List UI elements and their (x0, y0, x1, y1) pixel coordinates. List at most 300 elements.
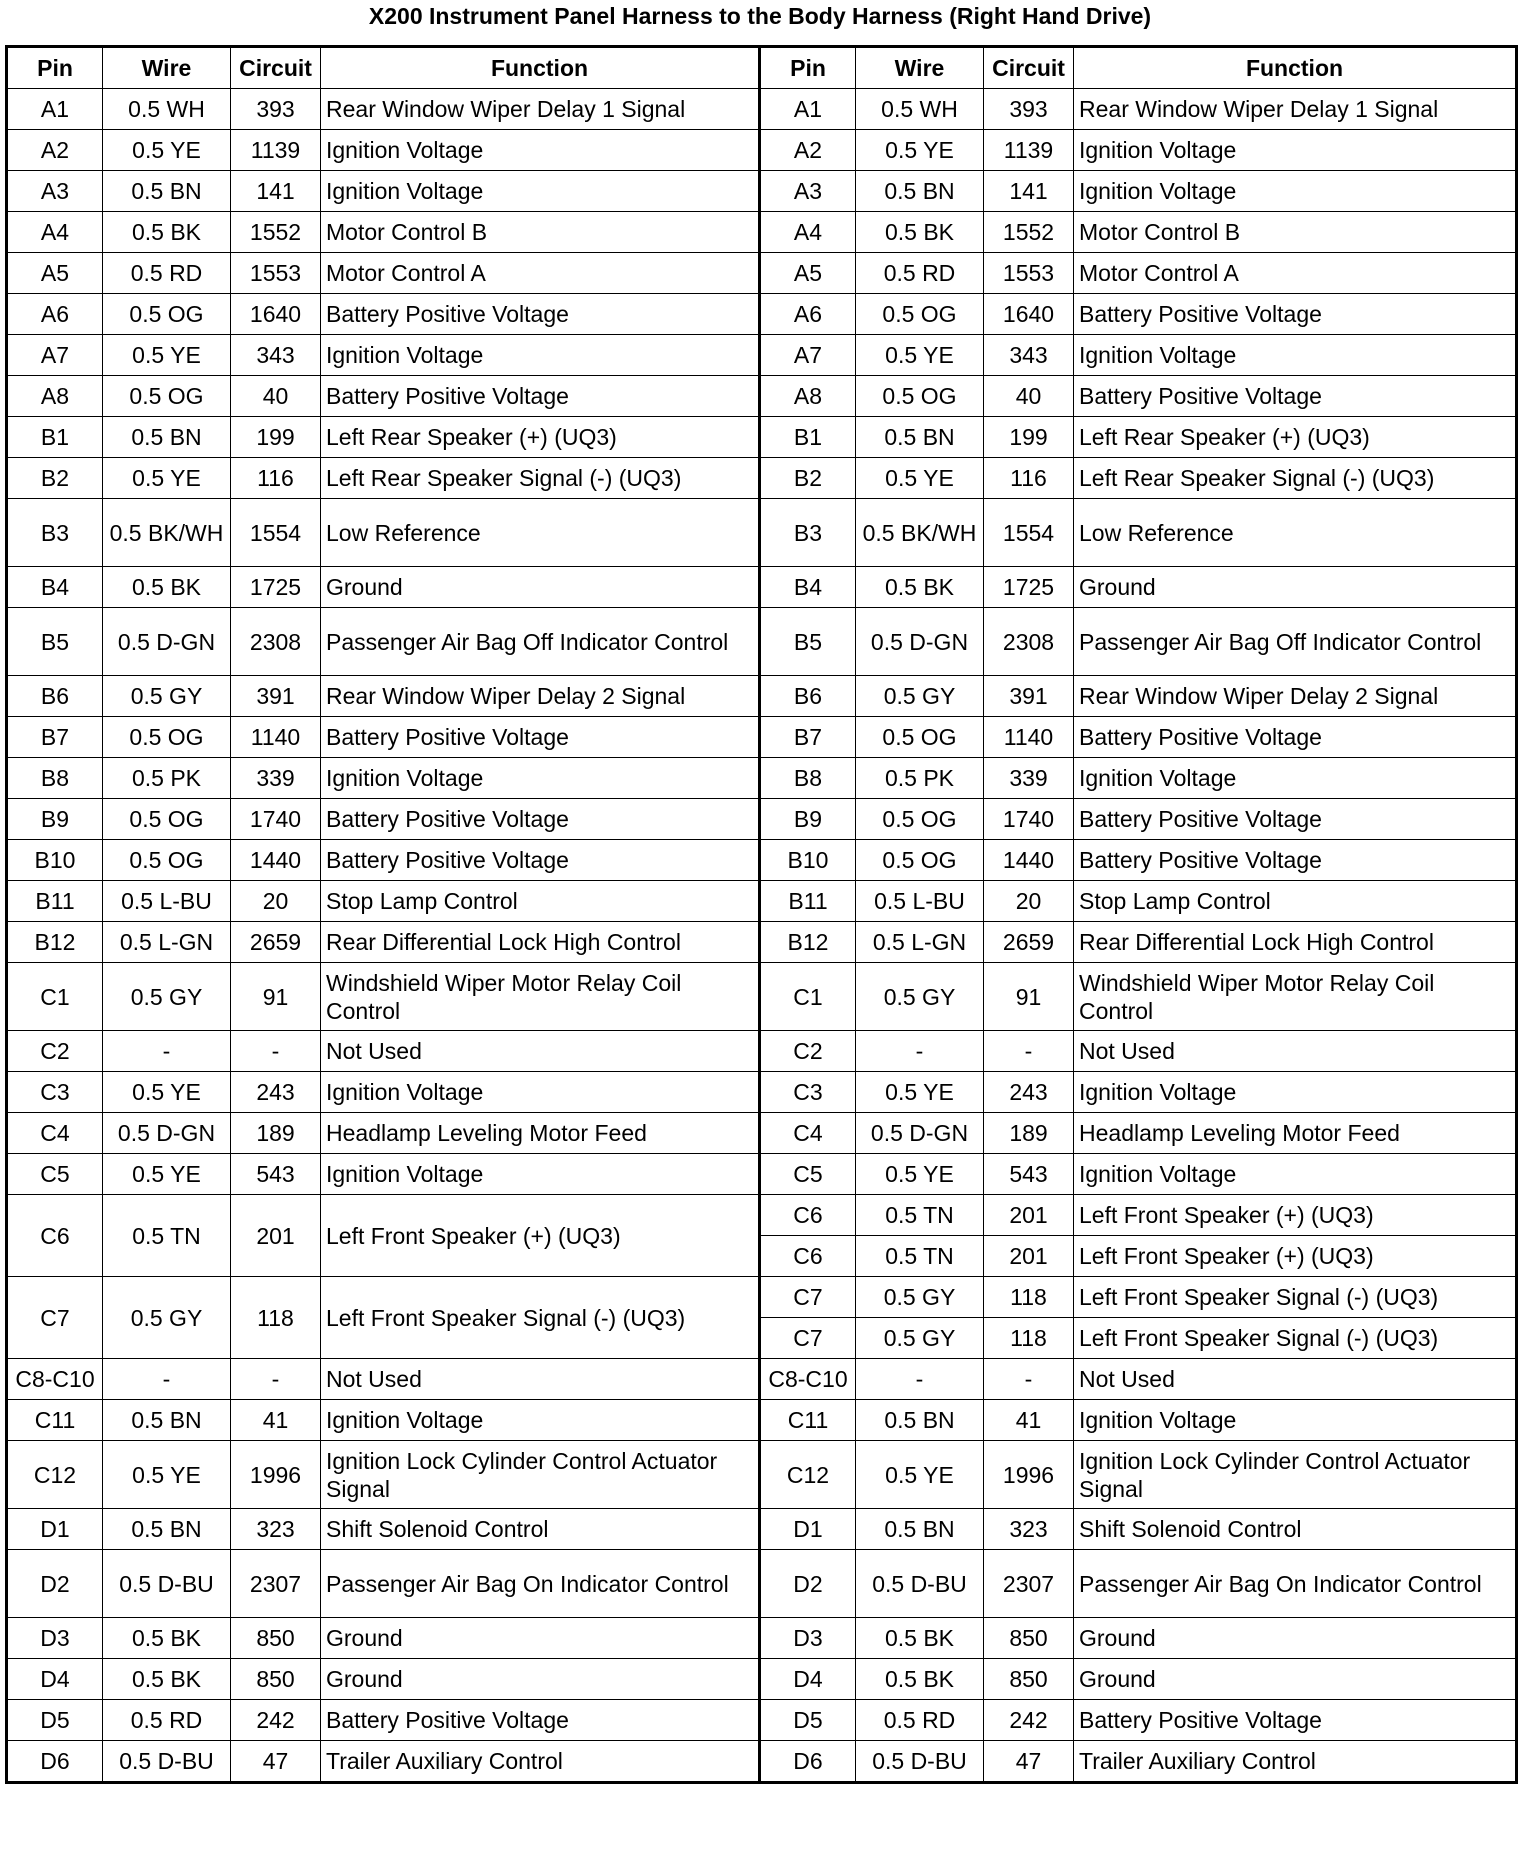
right-circuit-cell: 1139 (984, 130, 1074, 171)
right-function-cell: Rear Differential Lock High Control (1074, 922, 1517, 963)
table-row (7, 376, 1517, 417)
table-row (7, 1113, 1517, 1154)
left-pin-cell: B6 (7, 676, 103, 717)
left-function-cell: Motor Control A (321, 253, 760, 294)
right-function-cell: Rear Window Wiper Delay 2 Signal (1074, 676, 1517, 717)
left-function-cell: Battery Positive Voltage (321, 294, 760, 335)
left-circuit-cell: 1996 (231, 1441, 321, 1509)
right-function-cell: Motor Control A (1074, 253, 1517, 294)
left-circuit-cell: 1552 (231, 212, 321, 253)
right-function-cell: Left Front Speaker Signal (-) (UQ3) (1074, 1277, 1517, 1318)
left-function-cell: Battery Positive Voltage (321, 799, 760, 840)
right-pin-cell: D2 (760, 1550, 856, 1618)
table-row (7, 1700, 1517, 1741)
left-function-cell: Ignition Lock Cylinder Control Actuator Signal (321, 1441, 760, 1509)
left-circuit-cell: 118 (231, 1277, 321, 1359)
left-circuit-cell: - (231, 1359, 321, 1400)
right-pin-cell: C7 (760, 1318, 856, 1359)
right-circuit-cell: 141 (984, 171, 1074, 212)
right-circuit-cell: 2308 (984, 608, 1074, 676)
right-wire-cell: 0.5 BK (856, 1659, 984, 1700)
left-function-cell: Not Used (321, 1359, 760, 1400)
right-pin-cell: B6 (760, 676, 856, 717)
right-circuit-cell: - (984, 1031, 1074, 1072)
right-function-cell: Ignition Voltage (1074, 130, 1517, 171)
left-function-cell: Ignition Voltage (321, 1072, 760, 1113)
right-wire-cell: 0.5 OG (856, 840, 984, 881)
left-wire-cell: 0.5 D-BU (103, 1741, 231, 1783)
right-function-cell: Battery Positive Voltage (1074, 376, 1517, 417)
left-wire-cell: 0.5 WH (103, 89, 231, 130)
right-circuit-cell: 41 (984, 1400, 1074, 1441)
right-circuit-cell: 1740 (984, 799, 1074, 840)
table-row (7, 1072, 1517, 1113)
right-function-cell: Not Used (1074, 1359, 1517, 1400)
left-wire-cell: 0.5 OG (103, 840, 231, 881)
header-wire: Wire (103, 47, 231, 89)
right-wire-cell: - (856, 1359, 984, 1400)
table-row (7, 1154, 1517, 1195)
left-circuit-cell: 339 (231, 758, 321, 799)
right-function-cell: Left Front Speaker (+) (UQ3) (1074, 1236, 1517, 1277)
left-circuit-cell: 1440 (231, 840, 321, 881)
left-pin-cell: C5 (7, 1154, 103, 1195)
left-pin-cell: B12 (7, 922, 103, 963)
right-pin-cell: D3 (760, 1618, 856, 1659)
left-circuit-cell: 323 (231, 1509, 321, 1550)
right-pin-cell: B8 (760, 758, 856, 799)
right-wire-cell: 0.5 WH (856, 89, 984, 130)
right-circuit-cell: 118 (984, 1318, 1074, 1359)
left-circuit-cell: 242 (231, 1700, 321, 1741)
right-pin-cell: C7 (760, 1277, 856, 1318)
left-pin-cell: C11 (7, 1400, 103, 1441)
right-wire-cell: 0.5 BN (856, 1400, 984, 1441)
left-circuit-cell: 1553 (231, 253, 321, 294)
left-circuit-cell: 2307 (231, 1550, 321, 1618)
right-function-cell: Low Reference (1074, 499, 1517, 567)
right-wire-cell: 0.5 BK (856, 212, 984, 253)
left-function-cell: Passenger Air Bag On Indicator Control (321, 1550, 760, 1618)
right-wire-cell: 0.5 BN (856, 417, 984, 458)
left-pin-cell: A7 (7, 335, 103, 376)
right-circuit-cell: 1554 (984, 499, 1074, 567)
left-wire-cell: 0.5 BN (103, 417, 231, 458)
left-wire-cell: 0.5 BK (103, 567, 231, 608)
right-circuit-cell: 116 (984, 458, 1074, 499)
table-row (7, 89, 1517, 130)
left-pin-cell: A6 (7, 294, 103, 335)
left-function-cell: Ignition Voltage (321, 758, 760, 799)
right-wire-cell: 0.5 D-GN (856, 608, 984, 676)
right-circuit-cell: 339 (984, 758, 1074, 799)
right-function-cell: Passenger Air Bag On Indicator Control (1074, 1550, 1517, 1618)
left-function-cell: Ground (321, 1659, 760, 1700)
right-pin-cell: A3 (760, 171, 856, 212)
right-wire-cell: 0.5 YE (856, 1154, 984, 1195)
table-row (7, 799, 1517, 840)
left-wire-cell: 0.5 RD (103, 1700, 231, 1741)
page-title: X200 Instrument Panel Harness to the Body Harness (Right Hand Drive) (368, 3, 1152, 29)
left-circuit-cell: 1725 (231, 567, 321, 608)
right-circuit-cell: 1996 (984, 1441, 1074, 1509)
right-circuit-cell: 118 (984, 1277, 1074, 1318)
table-row (7, 676, 1517, 717)
right-function-cell: Ignition Voltage (1074, 1154, 1517, 1195)
table-row (7, 1359, 1517, 1400)
table-row (7, 1400, 1517, 1441)
left-function-cell: Battery Positive Voltage (321, 376, 760, 417)
left-pin-cell: A2 (7, 130, 103, 171)
right-circuit-cell: 242 (984, 1700, 1074, 1741)
right-function-cell: Stop Lamp Control (1074, 881, 1517, 922)
right-circuit-cell: 1640 (984, 294, 1074, 335)
left-pin-cell: C4 (7, 1113, 103, 1154)
left-wire-cell: 0.5 BK/WH (103, 499, 231, 567)
left-circuit-cell: 1640 (231, 294, 321, 335)
table-row (7, 212, 1517, 253)
left-wire-cell: 0.5 OG (103, 717, 231, 758)
left-function-cell: Rear Window Wiper Delay 2 Signal (321, 676, 760, 717)
right-pin-cell: A7 (760, 335, 856, 376)
left-pin-cell: B1 (7, 417, 103, 458)
table-row (7, 1031, 1517, 1072)
header-row (7, 47, 1517, 89)
left-wire-cell: 0.5 GY (103, 963, 231, 1031)
right-wire-cell: 0.5 OG (856, 799, 984, 840)
table-row (7, 253, 1517, 294)
right-function-cell: Ignition Voltage (1074, 335, 1517, 376)
right-pin-cell: B3 (760, 499, 856, 567)
left-function-cell: Battery Positive Voltage (321, 1700, 760, 1741)
right-function-cell: Battery Positive Voltage (1074, 799, 1517, 840)
right-wire-cell: 0.5 GY (856, 1277, 984, 1318)
left-function-cell: Left Front Speaker (+) (UQ3) (321, 1195, 760, 1277)
left-function-cell: Left Rear Speaker Signal (-) (UQ3) (321, 458, 760, 499)
left-circuit-cell: 47 (231, 1741, 321, 1783)
right-wire-cell: 0.5 RD (856, 253, 984, 294)
left-circuit-cell: 543 (231, 1154, 321, 1195)
right-pin-cell: A6 (760, 294, 856, 335)
left-wire-cell: 0.5 YE (103, 458, 231, 499)
left-wire-cell: 0.5 BN (103, 1400, 231, 1441)
table-row (7, 417, 1517, 458)
right-wire-cell: 0.5 OG (856, 717, 984, 758)
right-wire-cell: 0.5 RD (856, 1700, 984, 1741)
table-row (7, 758, 1517, 799)
table-row (7, 840, 1517, 881)
left-pin-cell: D1 (7, 1509, 103, 1550)
left-pin-cell: C3 (7, 1072, 103, 1113)
right-function-cell: Ignition Voltage (1074, 1072, 1517, 1113)
right-wire-cell: 0.5 TN (856, 1236, 984, 1277)
left-function-cell: Left Front Speaker Signal (-) (UQ3) (321, 1277, 760, 1359)
left-circuit-cell: 850 (231, 1659, 321, 1700)
right-pin-cell: D1 (760, 1509, 856, 1550)
right-function-cell: Ground (1074, 567, 1517, 608)
right-wire-cell: 0.5 BK/WH (856, 499, 984, 567)
left-pin-cell: C7 (7, 1277, 103, 1359)
left-function-cell: Left Rear Speaker (+) (UQ3) (321, 417, 760, 458)
left-wire-cell: 0.5 GY (103, 676, 231, 717)
left-function-cell: Shift Solenoid Control (321, 1509, 760, 1550)
right-wire-cell: 0.5 GY (856, 1318, 984, 1359)
left-pin-cell: B7 (7, 717, 103, 758)
left-circuit-cell: - (231, 1031, 321, 1072)
right-circuit-cell: 189 (984, 1113, 1074, 1154)
table-row (7, 1277, 1517, 1318)
left-pin-cell: B5 (7, 608, 103, 676)
left-pin-cell: B9 (7, 799, 103, 840)
left-circuit-cell: 20 (231, 881, 321, 922)
left-wire-cell: 0.5 OG (103, 294, 231, 335)
right-circuit-cell: - (984, 1359, 1074, 1400)
right-function-cell: Trailer Auxiliary Control (1074, 1741, 1517, 1783)
right-function-cell: Passenger Air Bag Off Indicator Control (1074, 608, 1517, 676)
left-function-cell: Passenger Air Bag Off Indicator Control (321, 608, 760, 676)
left-pin-cell: D4 (7, 1659, 103, 1700)
table-row (7, 130, 1517, 171)
right-circuit-cell: 243 (984, 1072, 1074, 1113)
right-function-cell: Battery Positive Voltage (1074, 294, 1517, 335)
left-wire-cell: 0.5 OG (103, 376, 231, 417)
left-function-cell: Headlamp Leveling Motor Feed (321, 1113, 760, 1154)
right-pin-cell: B5 (760, 608, 856, 676)
left-wire-cell: 0.5 TN (103, 1195, 231, 1277)
left-wire-cell: 0.5 L-GN (103, 922, 231, 963)
right-circuit-cell: 20 (984, 881, 1074, 922)
left-pin-cell: D6 (7, 1741, 103, 1783)
left-function-cell: Not Used (321, 1031, 760, 1072)
right-wire-cell: 0.5 YE (856, 1072, 984, 1113)
right-pin-cell: C5 (760, 1154, 856, 1195)
left-wire-cell: 0.5 YE (103, 335, 231, 376)
right-pin-cell: B12 (760, 922, 856, 963)
left-circuit-cell: 1554 (231, 499, 321, 567)
right-pin-cell: C2 (760, 1031, 856, 1072)
left-circuit-cell: 41 (231, 1400, 321, 1441)
table-row (7, 963, 1517, 1031)
table-row (7, 922, 1517, 963)
left-pin-cell: C6 (7, 1195, 103, 1277)
left-circuit-cell: 189 (231, 1113, 321, 1154)
right-function-cell: Ignition Voltage (1074, 171, 1517, 212)
right-pin-cell: D6 (760, 1741, 856, 1783)
left-circuit-cell: 1140 (231, 717, 321, 758)
left-circuit-cell: 199 (231, 417, 321, 458)
left-function-cell: Ignition Voltage (321, 1400, 760, 1441)
header-pin: Pin (7, 47, 103, 89)
left-function-cell: Ignition Voltage (321, 171, 760, 212)
right-circuit-cell: 47 (984, 1741, 1074, 1783)
table-row (7, 499, 1517, 567)
right-circuit-cell: 1553 (984, 253, 1074, 294)
left-function-cell: Motor Control B (321, 212, 760, 253)
left-wire-cell: - (103, 1031, 231, 1072)
left-function-cell: Ground (321, 1618, 760, 1659)
right-pin-cell: B7 (760, 717, 856, 758)
right-wire-cell: 0.5 OG (856, 294, 984, 335)
right-wire-cell: 0.5 BN (856, 1509, 984, 1550)
right-wire-cell: 0.5 L-GN (856, 922, 984, 963)
right-circuit-cell: 543 (984, 1154, 1074, 1195)
left-wire-cell: 0.5 OG (103, 799, 231, 840)
header-function: Function (1074, 47, 1517, 89)
left-circuit-cell: 141 (231, 171, 321, 212)
right-wire-cell: 0.5 YE (856, 458, 984, 499)
right-function-cell: Motor Control B (1074, 212, 1517, 253)
left-pin-cell: B2 (7, 458, 103, 499)
header-pin: Pin (760, 47, 856, 89)
left-pin-cell: A1 (7, 89, 103, 130)
right-pin-cell: B1 (760, 417, 856, 458)
left-wire-cell: 0.5 D-GN (103, 1113, 231, 1154)
table-row (7, 608, 1517, 676)
right-pin-cell: B2 (760, 458, 856, 499)
right-wire-cell: 0.5 OG (856, 376, 984, 417)
right-circuit-cell: 343 (984, 335, 1074, 376)
left-pin-cell: C2 (7, 1031, 103, 1072)
left-function-cell: Ignition Voltage (321, 1154, 760, 1195)
left-function-cell: Ignition Voltage (321, 130, 760, 171)
right-pin-cell: C4 (760, 1113, 856, 1154)
table-row (7, 335, 1517, 376)
left-wire-cell: - (103, 1359, 231, 1400)
right-function-cell: Battery Positive Voltage (1074, 717, 1517, 758)
right-circuit-cell: 40 (984, 376, 1074, 417)
right-function-cell: Ignition Lock Cylinder Control Actuator Signal (1074, 1441, 1517, 1509)
right-circuit-cell: 1725 (984, 567, 1074, 608)
header-function: Function (321, 47, 760, 89)
right-pin-cell: C12 (760, 1441, 856, 1509)
left-function-cell: Ignition Voltage (321, 335, 760, 376)
right-wire-cell: 0.5 TN (856, 1195, 984, 1236)
left-circuit-cell: 243 (231, 1072, 321, 1113)
header-wire: Wire (856, 47, 984, 89)
right-circuit-cell: 391 (984, 676, 1074, 717)
right-wire-cell: - (856, 1031, 984, 1072)
left-function-cell: Low Reference (321, 499, 760, 567)
table-row (7, 1195, 1517, 1236)
right-wire-cell: 0.5 L-BU (856, 881, 984, 922)
left-circuit-cell: 2308 (231, 608, 321, 676)
right-circuit-cell: 201 (984, 1236, 1074, 1277)
right-function-cell: Windshield Wiper Motor Relay Coil Control (1074, 963, 1517, 1031)
right-pin-cell: C3 (760, 1072, 856, 1113)
left-pin-cell: B4 (7, 567, 103, 608)
table-row (7, 1441, 1517, 1509)
table-row (7, 881, 1517, 922)
right-wire-cell: 0.5 BK (856, 567, 984, 608)
right-wire-cell: 0.5 PK (856, 758, 984, 799)
left-wire-cell: 0.5 BK (103, 1618, 231, 1659)
left-circuit-cell: 850 (231, 1618, 321, 1659)
left-function-cell: Stop Lamp Control (321, 881, 760, 922)
table-row (7, 1509, 1517, 1550)
right-function-cell: Ground (1074, 1659, 1517, 1700)
right-circuit-cell: 199 (984, 417, 1074, 458)
table-row (7, 171, 1517, 212)
left-circuit-cell: 1740 (231, 799, 321, 840)
left-pin-cell: C8-C10 (7, 1359, 103, 1400)
right-function-cell: Battery Positive Voltage (1074, 1700, 1517, 1741)
left-function-cell: Ground (321, 567, 760, 608)
header-circuit: Circuit (984, 47, 1074, 89)
right-function-cell: Left Rear Speaker Signal (-) (UQ3) (1074, 458, 1517, 499)
header-circuit: Circuit (231, 47, 321, 89)
left-circuit-cell: 40 (231, 376, 321, 417)
left-function-cell: Battery Positive Voltage (321, 840, 760, 881)
right-pin-cell: B11 (760, 881, 856, 922)
left-wire-cell: 0.5 YE (103, 1154, 231, 1195)
right-wire-cell: 0.5 D-BU (856, 1741, 984, 1783)
right-wire-cell: 0.5 BK (856, 1618, 984, 1659)
left-pin-cell: B8 (7, 758, 103, 799)
left-circuit-cell: 393 (231, 89, 321, 130)
right-pin-cell: C6 (760, 1236, 856, 1277)
table-row (7, 717, 1517, 758)
right-function-cell: Battery Positive Voltage (1074, 840, 1517, 881)
left-pin-cell: A4 (7, 212, 103, 253)
right-function-cell: Left Front Speaker (+) (UQ3) (1074, 1195, 1517, 1236)
right-wire-cell: 0.5 BN (856, 171, 984, 212)
right-function-cell: Rear Window Wiper Delay 1 Signal (1074, 89, 1517, 130)
left-function-cell: Rear Differential Lock High Control (321, 922, 760, 963)
right-function-cell: Shift Solenoid Control (1074, 1509, 1517, 1550)
right-pin-cell: B10 (760, 840, 856, 881)
left-circuit-cell: 91 (231, 963, 321, 1031)
table-row (7, 458, 1517, 499)
table-row (7, 1659, 1517, 1700)
right-circuit-cell: 323 (984, 1509, 1074, 1550)
table-row (7, 294, 1517, 335)
pinout-table (5, 45, 1518, 1784)
left-pin-cell: B10 (7, 840, 103, 881)
left-wire-cell: 0.5 PK (103, 758, 231, 799)
right-pin-cell: C6 (760, 1195, 856, 1236)
right-pin-cell: B9 (760, 799, 856, 840)
right-function-cell: Left Front Speaker Signal (-) (UQ3) (1074, 1318, 1517, 1359)
table-row (7, 567, 1517, 608)
left-pin-cell: B11 (7, 881, 103, 922)
right-pin-cell: A5 (760, 253, 856, 294)
right-circuit-cell: 850 (984, 1659, 1074, 1700)
right-pin-cell: D5 (760, 1700, 856, 1741)
left-function-cell: Rear Window Wiper Delay 1 Signal (321, 89, 760, 130)
left-pin-cell: D2 (7, 1550, 103, 1618)
left-function-cell: Battery Positive Voltage (321, 717, 760, 758)
right-wire-cell: 0.5 D-BU (856, 1550, 984, 1618)
left-wire-cell: 0.5 RD (103, 253, 231, 294)
left-wire-cell: 0.5 L-BU (103, 881, 231, 922)
right-circuit-cell: 2307 (984, 1550, 1074, 1618)
right-pin-cell: C8-C10 (760, 1359, 856, 1400)
right-pin-cell: A2 (760, 130, 856, 171)
left-circuit-cell: 343 (231, 335, 321, 376)
left-wire-cell: 0.5 YE (103, 130, 231, 171)
left-wire-cell: 0.5 GY (103, 1277, 231, 1359)
right-function-cell: Ground (1074, 1618, 1517, 1659)
right-circuit-cell: 91 (984, 963, 1074, 1031)
left-wire-cell: 0.5 BN (103, 171, 231, 212)
left-function-cell: Trailer Auxiliary Control (321, 1741, 760, 1783)
right-circuit-cell: 850 (984, 1618, 1074, 1659)
right-circuit-cell: 393 (984, 89, 1074, 130)
table-row (7, 1741, 1517, 1783)
right-wire-cell: 0.5 D-GN (856, 1113, 984, 1154)
right-circuit-cell: 1140 (984, 717, 1074, 758)
right-wire-cell: 0.5 YE (856, 1441, 984, 1509)
